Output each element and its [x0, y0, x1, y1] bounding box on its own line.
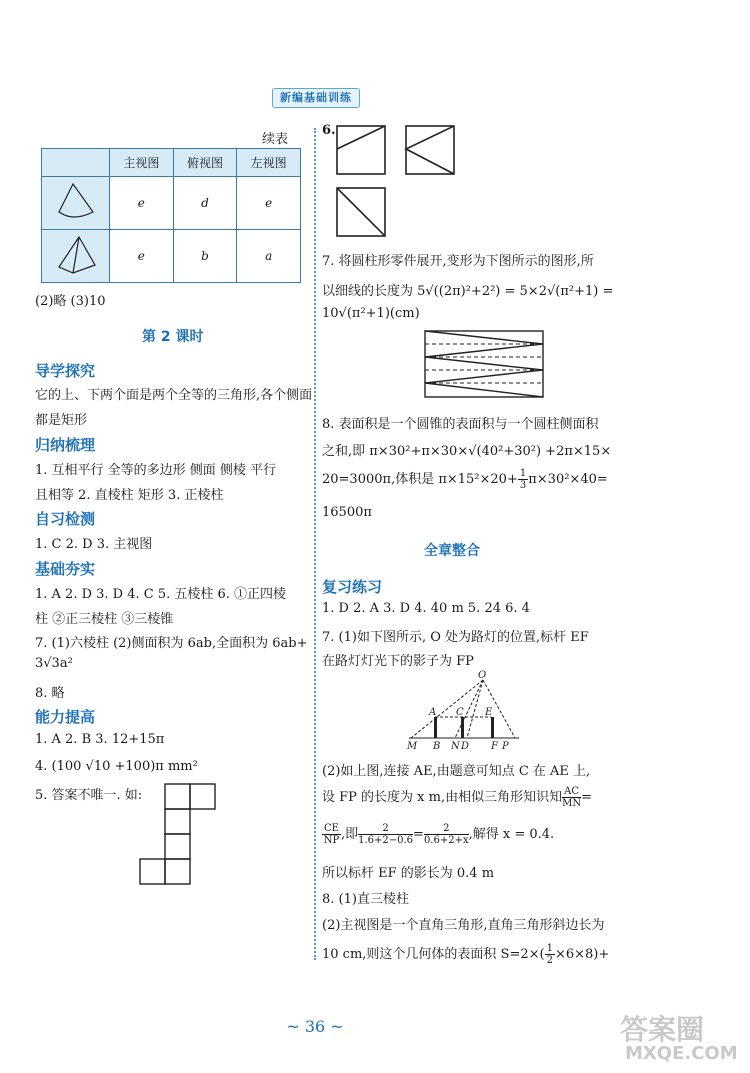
point-label-A: A	[429, 707, 437, 718]
street-lamp-diagram	[405, 672, 525, 752]
text-line	[322, 823, 554, 846]
text-segment: 设 FP 的长度为 x m,由相似三角形知识知	[322, 790, 563, 805]
point-label-O: O	[478, 670, 487, 681]
text-line: 10√(π²+1)(cm)	[322, 306, 420, 321]
table-cell: e	[237, 177, 301, 230]
fraction-numerator: AC	[562, 786, 581, 798]
view-table	[41, 148, 301, 283]
fraction-numerator: CE	[324, 823, 339, 834]
text-line	[322, 943, 609, 966]
point-label-F: F	[491, 741, 498, 752]
fraction-numerator: 1	[546, 943, 553, 954]
text-line: (2)如上图,连接 AE,由题意可知点 C 在 AE 上,	[322, 764, 591, 779]
fraction-denominator: 1.6+2−0.6	[358, 835, 414, 846]
text-line	[322, 468, 608, 491]
cube-net-figure	[135, 783, 215, 887]
table-header-row	[42, 149, 301, 177]
table-header-cell: 左视图	[237, 149, 301, 177]
fraction-denominator: MN	[562, 798, 582, 809]
column-divider	[314, 128, 316, 960]
text-segment: π×30²×40=	[528, 472, 608, 487]
after-table-text: (2)略 (3)10	[35, 294, 106, 309]
fraction	[424, 823, 469, 846]
text-line: 1. A 2. B 3. 12+15π	[35, 732, 165, 747]
header-banner: 新编基础训练	[272, 88, 360, 108]
fraction-denominator: NP	[323, 835, 340, 846]
section-title: 导学探究	[35, 362, 96, 380]
text-line: 5. 答案不唯一. 如:	[35, 788, 143, 803]
fraction	[562, 786, 581, 809]
square-figure-2	[405, 125, 457, 177]
square-figure-3	[336, 187, 388, 239]
fraction-denominator: 0.6+2+x	[423, 835, 469, 846]
table-cell: e	[110, 177, 174, 230]
text-line: 8. 略	[35, 686, 65, 701]
solid-figure-cell	[42, 177, 110, 230]
fraction-denominator: 3	[519, 480, 527, 491]
unrolled-cylinder-figure	[424, 330, 546, 400]
section-title: 基础夯实	[35, 560, 96, 578]
text-line: 7. (1)如下图所示, O 处为路灯的位置,标杆 EF	[322, 630, 589, 645]
text-segment: ,即	[340, 827, 359, 842]
fraction-numerator: 1	[519, 468, 527, 479]
text-line: 7. (1)六棱柱 (2)侧面积为 6ab,全面积为 6ab+	[35, 636, 308, 651]
table-header-cell: 俯视图	[173, 149, 237, 177]
point-label-P: P	[502, 741, 509, 752]
text-line: 1. D 2. A 3. D 4. 40 m 5. 24 6. 4	[322, 601, 530, 616]
text-line: 柱 ②正三棱柱 ③三棱锥	[35, 612, 174, 627]
watermark-url: MXQE.COM	[625, 1043, 738, 1064]
text-line: 它的上、下两个面是两个全等的三角形,各个侧面	[35, 388, 313, 403]
text-segment: ,解得 x = 0.4.	[468, 827, 555, 842]
text-line	[322, 786, 592, 809]
section-title: 自习检测	[35, 510, 96, 528]
text-line: 16500π	[322, 505, 372, 520]
text-line: 1. A 2. D 3. D 4. C 5. 五棱柱 6. ①正四棱	[35, 587, 287, 602]
point-label-N: N	[451, 741, 460, 752]
table-cell: a	[237, 230, 301, 283]
cone-solid-figure	[51, 235, 101, 275]
point-label-E: E	[485, 707, 493, 718]
solid-figure-cell	[42, 230, 110, 283]
fraction	[358, 823, 413, 846]
fraction	[518, 468, 528, 491]
table-header-cell	[42, 149, 110, 177]
text-line: 在路灯灯光下的影子为 FP	[322, 654, 474, 669]
square-figure-1	[336, 125, 388, 177]
section-title: 归纳梳理	[35, 436, 96, 454]
text-segment: ×6×8)+	[554, 947, 610, 962]
text-line: 7. 将圆柱形零件展开,变形为下图所示的图形,所	[322, 254, 594, 269]
text-segment: 10 cm,则这个几何体的表面积 S=2×(	[322, 947, 545, 962]
fraction	[322, 823, 341, 846]
text-line: 1. 互相平行 全等的多边形 侧面 侧棱 平行	[35, 463, 277, 478]
table-row	[42, 230, 301, 283]
table-caption: 续表	[262, 132, 289, 147]
text-line: 8. 表面积是一个圆锥的表面积与一个圆柱侧面积	[322, 417, 599, 432]
sector-solid-figure	[51, 182, 101, 222]
text-line: 8. (1)直三棱柱	[322, 892, 409, 907]
text-line: 且相等 2. 直棱柱 矩形 3. 正棱柱	[35, 488, 224, 503]
section-title: 能力提高	[35, 708, 96, 726]
text-line: 4. (100 √10 +100)π mm²	[35, 759, 198, 774]
point-label-C: C	[456, 707, 464, 718]
page-number: ~ 36 ~	[286, 1017, 344, 1036]
text-line: 都是矩形	[35, 413, 88, 428]
text-line: 所以标杆 EF 的影长为 0.4 m	[322, 866, 495, 881]
chapter-title: 全章整合	[424, 543, 480, 559]
text-line: 3√3a²	[35, 656, 73, 671]
table-header-cell: 主视图	[110, 149, 174, 177]
text-segment: =	[413, 827, 424, 842]
table-cell: e	[110, 230, 174, 283]
section-title: 复习练习	[322, 578, 383, 596]
question-6-label: 6.	[322, 123, 336, 138]
text-line: (2)主视图是一个直角三角形,直角三角形斜边长为	[322, 918, 605, 933]
fraction-numerator: 2	[424, 823, 469, 835]
point-label-B: B	[433, 741, 441, 752]
text-segment: 20=3000π,体积是 π×15²×20+	[322, 472, 518, 487]
point-label-M: M	[407, 741, 418, 752]
text-line: 之和,即 π×30²+π×30×√(40²+30²) +2π×15×	[322, 444, 612, 459]
table-cell: b	[173, 230, 237, 283]
text-line: 以细线的长度为 5√((2π)²+2²) = 5×2√(π²+1) =	[322, 284, 614, 299]
lesson-title: 第 2 课时	[142, 329, 204, 345]
text-line: 1. C 2. D 3. 主视图	[35, 537, 153, 552]
table-row	[42, 177, 301, 230]
fraction-denominator: 2	[546, 955, 553, 966]
table-cell: d	[173, 177, 237, 230]
fraction-numerator: 2	[358, 823, 413, 835]
watermark-logo: 答案圈	[620, 1013, 705, 1046]
fraction	[545, 943, 555, 966]
text-segment: =	[581, 790, 592, 805]
point-label-D: D	[461, 741, 470, 752]
